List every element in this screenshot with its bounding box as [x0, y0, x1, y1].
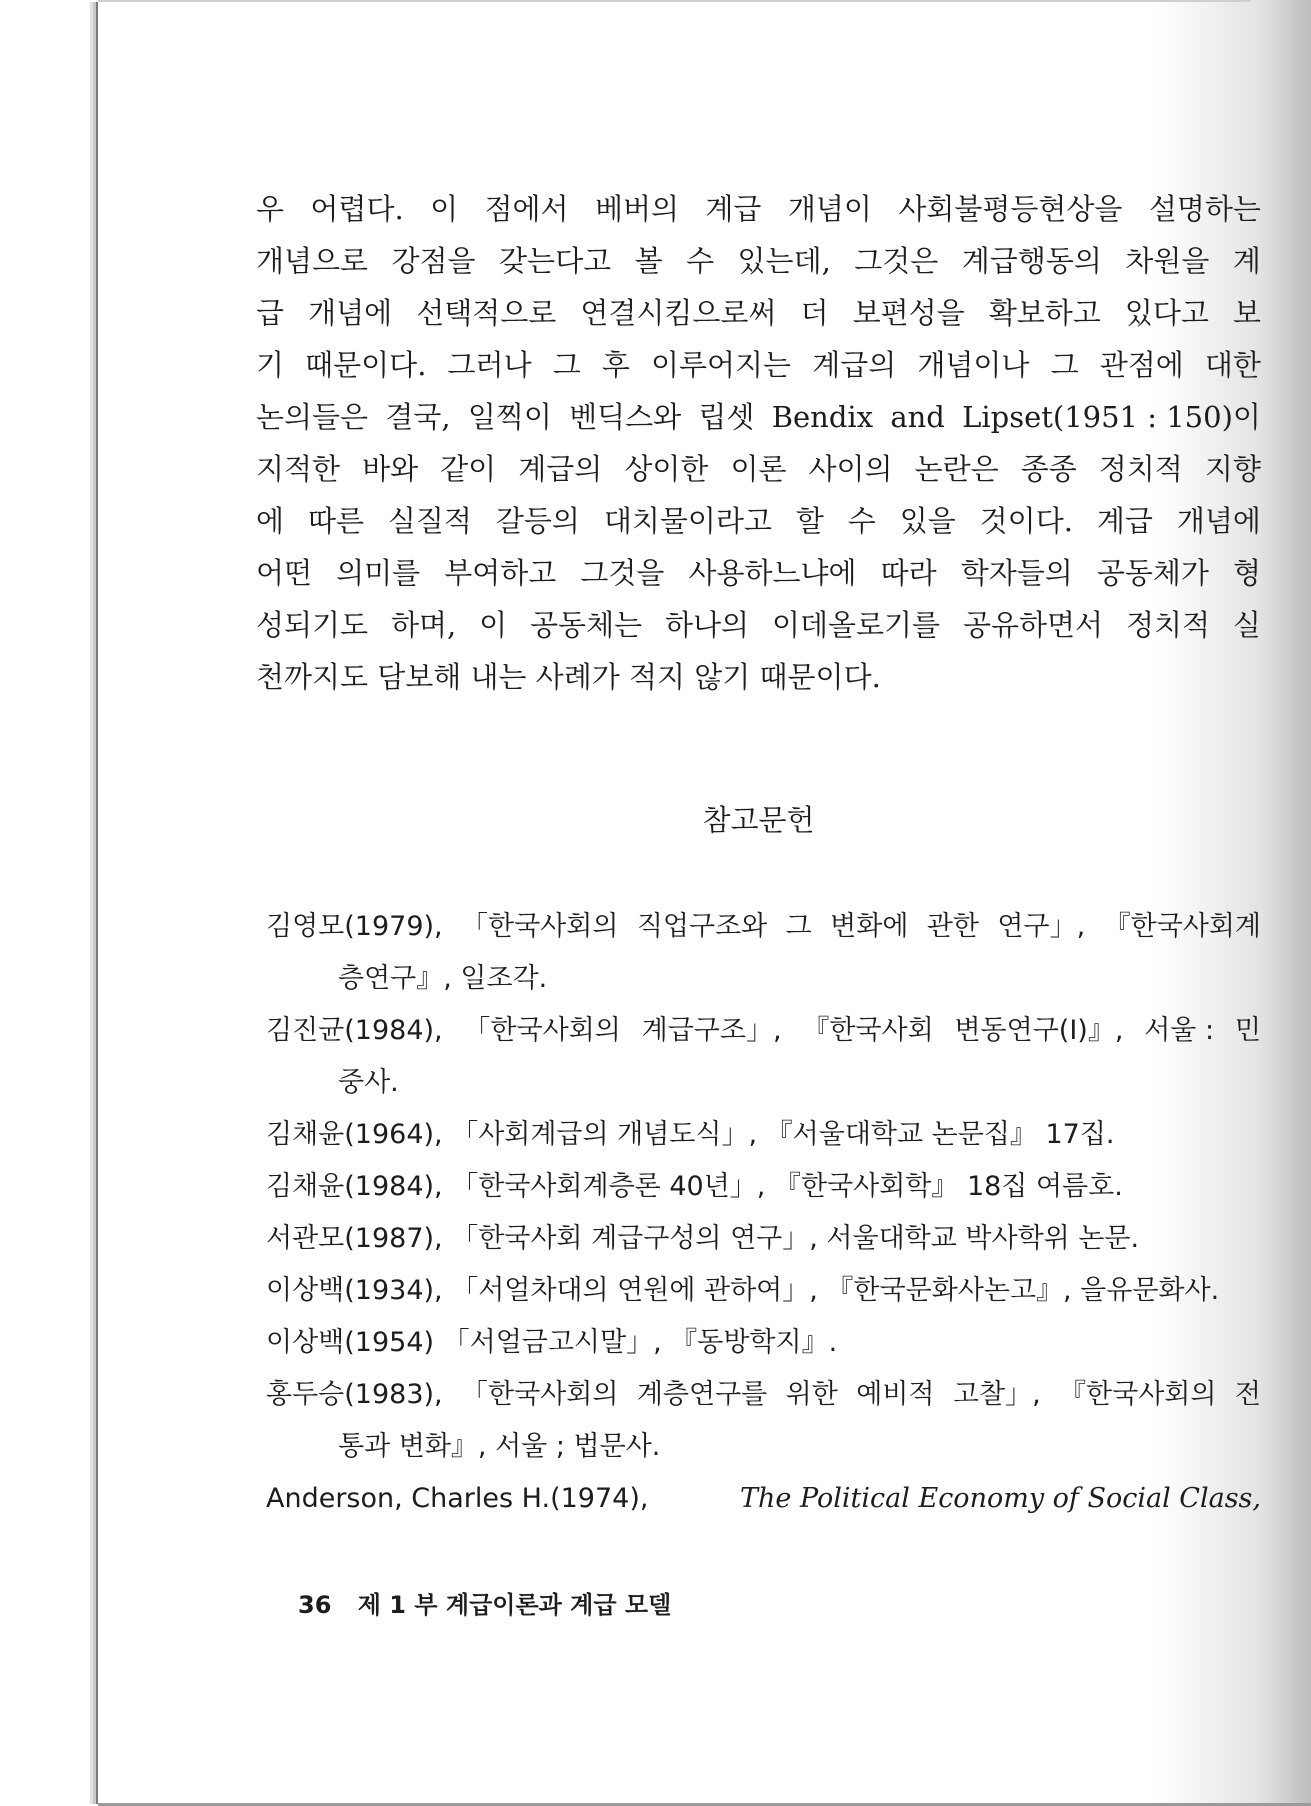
- body-word: 갖는다고: [499, 244, 612, 278]
- reference-word: 『한국사회: [802, 1015, 934, 1046]
- body-word: 어떤: [256, 556, 313, 590]
- reference-word: 고찰」,: [952, 1379, 1041, 1410]
- body-line: [256, 183, 1261, 235]
- body-word: 벤딕스와: [569, 400, 682, 434]
- body-word: 어렵다.: [310, 192, 404, 226]
- body-word: 개념이나: [917, 348, 1030, 382]
- body-paragraph: [256, 183, 1261, 703]
- reference-word: 홍두승(1983),: [266, 1379, 443, 1410]
- body-word: 이루어지는: [651, 348, 792, 382]
- body-word: 계: [1232, 244, 1261, 278]
- book-page: [106, 3, 1296, 1803]
- body-word: 그러나: [447, 348, 532, 382]
- body-word: 더: [800, 296, 829, 330]
- body-word: Bendix: [771, 400, 874, 434]
- body-word: 개념이: [787, 192, 872, 226]
- body-word: 점에서: [484, 192, 569, 226]
- body-word: 선택적으로: [416, 296, 557, 330]
- body-word: 우: [256, 192, 285, 226]
- body-word: 관점에: [1099, 348, 1184, 382]
- body-word: 갈등의: [495, 504, 580, 538]
- body-word: 설명하는: [1148, 192, 1261, 226]
- body-word: 볼: [634, 244, 663, 278]
- reference-line: [266, 1005, 1261, 1057]
- body-word: 계급의: [518, 452, 603, 486]
- body-word: 공동체는: [530, 608, 643, 642]
- body-word: 있다고: [1124, 296, 1209, 330]
- reference-word: 그: [785, 911, 812, 942]
- body-word: 이: [479, 608, 508, 642]
- page-edge-top: [98, 0, 1251, 2]
- body-word: 학자들의: [960, 556, 1073, 590]
- body-word: 것이다.: [979, 504, 1073, 538]
- body-word: 형: [1232, 556, 1261, 590]
- body-word: 후: [601, 348, 630, 382]
- reference-word: 「한국사회의: [463, 1015, 621, 1046]
- body-word: 논의들은: [256, 400, 369, 434]
- body-word: 에: [256, 504, 285, 538]
- body-word: 확보하고: [988, 296, 1101, 330]
- body-word: Lipset(1951 : 150)이: [962, 400, 1261, 434]
- reference-entry: [266, 1161, 1261, 1213]
- body-word: 기: [256, 348, 285, 382]
- reference-word: 김영모(1979),: [266, 911, 443, 942]
- reference-line: 김채윤(1964), 「사회계급의 개념도식」, 『서울대학교 논문집』 17집.: [266, 1119, 1115, 1150]
- reference-word: 직업구조와: [636, 911, 768, 942]
- body-word: 강점을: [391, 244, 476, 278]
- reference-word: 관한: [926, 911, 979, 942]
- running-title: 제 1 부 계급이론과 계급 모델: [357, 1591, 672, 1619]
- body-line: [256, 287, 1261, 339]
- body-word: 그것은: [854, 244, 939, 278]
- body-word: 따른: [307, 504, 364, 538]
- body-word: 연결시킴으로써: [580, 296, 777, 330]
- body-word: 보편성을: [852, 296, 965, 330]
- body-word: 사용하느냐에: [688, 556, 857, 590]
- body-word: 공동체가: [1096, 556, 1209, 590]
- body-word: 급: [256, 296, 285, 330]
- reference-word: 민: [1234, 1015, 1261, 1046]
- body-word: 따라: [880, 556, 937, 590]
- reference-word: 「한국사회의: [461, 1379, 619, 1410]
- reference-line: [266, 901, 1261, 953]
- body-line: [256, 599, 1261, 651]
- page-footer: [298, 1585, 671, 1620]
- body-word: 정치적: [1098, 452, 1183, 486]
- body-word: 상이한: [624, 452, 709, 486]
- reference-entry: [266, 1213, 1261, 1265]
- body-line: [256, 443, 1261, 495]
- reference-line: 이상백(1934), 「서얼차대의 연원에 관하여」, 『한국문화사논고』, 을유문화사.: [266, 1275, 1220, 1306]
- reference-word: 변화에: [830, 911, 909, 942]
- body-word: 차원을: [1125, 244, 1210, 278]
- reference-word: 서울 :: [1144, 1015, 1215, 1046]
- references-heading: 참고문헌: [702, 803, 815, 837]
- body-word: 실질적: [387, 504, 472, 538]
- reference-word: 예비적: [856, 1379, 935, 1410]
- body-word: 계급: [1096, 504, 1153, 538]
- body-word: 수: [847, 504, 876, 538]
- reference-continuation: 층연구』, 일조각.: [338, 963, 548, 994]
- reference-line: 이상백(1954) 「서얼금고시말」, 『동방학지』.: [266, 1327, 838, 1358]
- body-word: 할: [795, 504, 824, 538]
- body-word: 대치물이라고: [603, 504, 772, 538]
- body-word: 성되기도: [256, 608, 369, 642]
- reference-continuation: 통과 변화』, 서울 ; 법문사.: [338, 1431, 661, 1462]
- reference-entry: [266, 1473, 1261, 1525]
- body-word: 베버의: [594, 192, 680, 226]
- body-word: 하나의: [665, 608, 750, 642]
- body-word: 있을: [899, 504, 956, 538]
- body-word: 이론: [730, 452, 787, 486]
- reference-word: 위한: [785, 1379, 838, 1410]
- body-word: 수: [686, 244, 715, 278]
- reference-line: 김채윤(1984), 「한국사회계층론 40년」, 『한국사회학』 18집 여름호.: [266, 1171, 1123, 1202]
- reference-continuation: 중사.: [338, 1067, 399, 1098]
- body-word: 부여하고: [444, 556, 557, 590]
- body-word: 논란은: [914, 452, 999, 486]
- reference-line: [266, 1369, 1261, 1421]
- body-word: 그: [1050, 348, 1079, 382]
- reference-line: 서관모(1987), 「한국사회 계급구성의 연구」, 서울대학교 박사학위 논문.: [266, 1223, 1140, 1254]
- body-word: 계급행동의: [961, 244, 1102, 278]
- body-word: 개념에: [1176, 504, 1261, 538]
- body-word: 의미를: [336, 556, 421, 590]
- reference-word: 「한국사회의: [461, 911, 619, 942]
- body-word: 지적한: [256, 452, 341, 486]
- body-word: 계급: [705, 192, 762, 226]
- body-word: 계급의: [812, 348, 897, 382]
- body-line: [256, 235, 1261, 287]
- body-word: 같이: [440, 452, 497, 486]
- body-word: 보: [1232, 296, 1261, 330]
- reference-word: 『한국사회의: [1059, 1379, 1217, 1410]
- reference-word: 계급구조」,: [641, 1015, 782, 1046]
- reference-title: The Political Economy of Social Class,: [740, 1483, 1261, 1514]
- body-word: 공유하면서: [962, 608, 1104, 642]
- body-word: 대한: [1204, 348, 1261, 382]
- reference-word: 전: [1234, 1379, 1261, 1410]
- body-line: [256, 495, 1261, 547]
- reference-entry: [266, 1265, 1261, 1317]
- body-word: 립셋: [698, 400, 755, 434]
- body-word: 지향: [1204, 452, 1261, 486]
- reference-author: Anderson, Charles H.(1974),: [266, 1483, 649, 1514]
- body-word: and: [890, 400, 945, 434]
- reference-entry: [266, 1109, 1261, 1161]
- reference-list: [266, 901, 1261, 1525]
- body-word: 사회불평등현상을: [898, 192, 1123, 226]
- body-word: 이: [430, 192, 459, 226]
- reference-word: 『한국사회계: [1103, 911, 1261, 942]
- body-line: 천까지도 담보해 내는 사례가 적지 않기 때문이다.: [256, 660, 881, 694]
- body-word: 개념에: [308, 296, 393, 330]
- reference-entry: [266, 1317, 1261, 1369]
- reference-word: 연구」,: [997, 911, 1086, 942]
- reference-word: 계층연구를: [636, 1379, 768, 1410]
- reference-entry: [266, 901, 1261, 1005]
- body-word: 때문이다.: [305, 348, 427, 382]
- reference-word: 변동연구(Ⅰ)』,: [954, 1015, 1124, 1046]
- body-word: 이데올로기를: [771, 608, 941, 642]
- body-line: [256, 391, 1261, 443]
- body-word: 일찍이: [467, 400, 552, 434]
- body-line: [256, 547, 1261, 599]
- body-word: 바와: [362, 452, 419, 486]
- reference-line: [266, 1473, 1261, 1525]
- body-word: 결국,: [385, 400, 451, 434]
- body-word: 있는데,: [737, 244, 831, 278]
- body-word: 실: [1232, 608, 1261, 642]
- page-number: 36: [298, 1591, 332, 1619]
- body-word: 사이의: [808, 452, 893, 486]
- reference-entry: [266, 1005, 1261, 1109]
- body-word: 하며,: [390, 608, 457, 642]
- body-word: 그것을: [580, 556, 665, 590]
- reference-entry: [266, 1369, 1261, 1473]
- body-word: 개념으로: [256, 244, 369, 278]
- reference-word: 김진균(1984),: [266, 1015, 443, 1046]
- body-word: 정치적: [1125, 608, 1210, 642]
- body-word: 종종: [1020, 452, 1077, 486]
- body-line: [256, 339, 1261, 391]
- body-word: 그: [552, 348, 581, 382]
